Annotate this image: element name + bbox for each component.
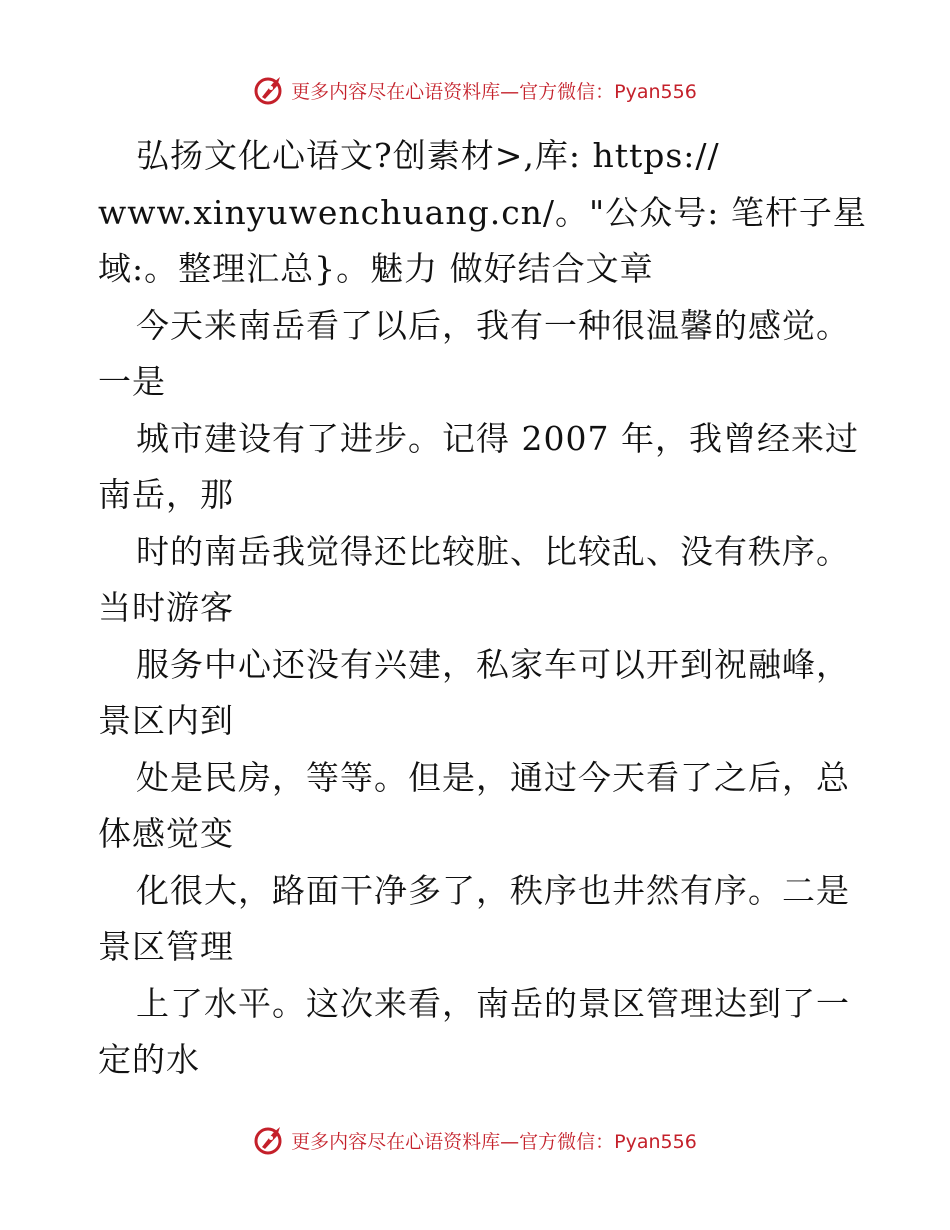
body-line: 处是民房，等等。但是，通过今天看了之后，总: [136, 757, 850, 797]
body-line: 南岳，那: [98, 475, 234, 514]
footer-banner: [0, 1122, 950, 1158]
body-line: 景区管理: [98, 927, 234, 966]
body-line: 今天来南岳看了以后，我有一种很温馨的感觉。: [136, 305, 850, 345]
body-line: 服务中心还没有兴建，私家车可以开到祝融峰，: [136, 644, 850, 684]
body-line: 一是: [98, 362, 166, 401]
document-body: [98, 128, 867, 1089]
footer-banner-text: 更多内容尽在心语资料库—官方微信：Pyan556: [291, 1130, 697, 1153]
body-line: 域:。整理汇总}。魅力 做好结合文章: [98, 249, 654, 288]
pen-nib-logo-icon: [253, 73, 287, 107]
body-line: 弘扬文化心语文?创素材>,库: https://: [136, 136, 720, 175]
body-line: 化很大，路面干净多了，秩序也井然有序。二是: [136, 870, 850, 910]
body-line: 当时游客: [98, 588, 234, 627]
body-line: 景区内到: [98, 701, 234, 740]
pen-nib-logo-icon: [253, 1123, 287, 1157]
body-line: 城市建设有了进步。记得 2007 年，我曾经来过: [136, 418, 859, 458]
body-line: 上了水平。这次来看，南岳的景区管理达到了一: [136, 983, 850, 1023]
body-line: 定的水: [98, 1040, 200, 1079]
body-line: 时的南岳我觉得还比较脏、比较乱、没有秩序。: [136, 531, 850, 571]
header-banner-text: 更多内容尽在心语资料库—官方微信：Pyan556: [291, 80, 697, 103]
body-line: www.xinyuwenchuang.cn/。"公众号: 笔杆子星: [98, 192, 867, 232]
header-banner: [0, 72, 950, 108]
body-line: 体感觉变: [98, 814, 234, 853]
